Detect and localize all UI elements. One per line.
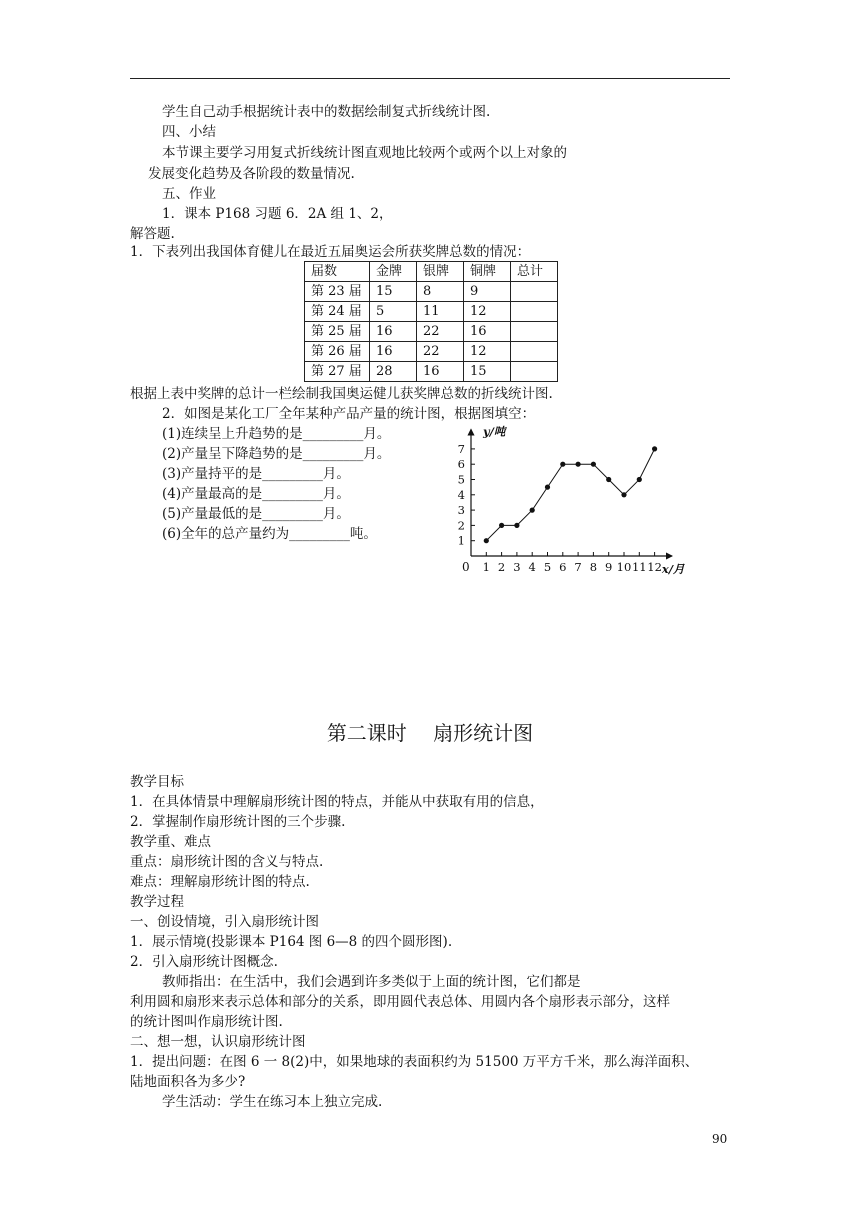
text-line: 1．课本 P168 习题 6．2A 组 1、2， <box>162 206 393 222</box>
y-tick-label: 7 <box>457 441 465 456</box>
table-cell: 5 <box>370 302 417 322</box>
text-line: 利用圆和扇形来表示总体和部分的关系，即用圆代表总体、用圆内各个扇形表示部分，这样 <box>130 994 670 1010</box>
data-point <box>514 523 519 528</box>
table-cell <box>511 302 558 322</box>
section-heading: 教学目标 <box>130 774 184 790</box>
x-tick-label: 5 <box>543 560 552 574</box>
table-cell: 16 <box>417 362 464 382</box>
table-row <box>305 342 558 362</box>
x-tick-label: 10 <box>616 560 632 574</box>
text-line: 学生自己动手根据统计表中的数据绘制复式折线统计图. <box>162 104 491 120</box>
data-point <box>560 462 565 467</box>
lesson-heading: 第二课时 扇形统计图 <box>326 721 534 745</box>
section-heading: 五、作业 <box>162 186 216 202</box>
text-line: 本节课主要学习用复式折线统计图直观地比较两个或两个以上对象的 <box>162 145 567 161</box>
y-axis-label: y/吨 <box>483 424 506 439</box>
x-tick-label: 1 <box>482 560 490 574</box>
y-tick-label: 5 <box>457 472 465 487</box>
text-line: 2．如图是某化工厂全年某种产品产量的统计图，根据图填空： <box>162 406 536 422</box>
data-point <box>576 462 581 467</box>
data-point <box>621 492 626 497</box>
text-line: 1．展示情境(投影课本 P164 图 6—8 的四个圆形图). <box>130 934 453 950</box>
question-line: (4)产量最高的是_________月。 <box>162 486 350 502</box>
data-point <box>591 462 596 467</box>
text-line: 难点：理解扇形统计图的特点. <box>130 874 310 890</box>
x-tick-label: 4 <box>528 560 536 574</box>
table-cell <box>511 362 558 382</box>
text-line: 学生活动：学生在练习本上独立完成. <box>162 1094 383 1110</box>
text-line: 2．引入扇形统计图概念. <box>130 954 278 970</box>
text-line: 解答题. <box>130 226 175 242</box>
question-line: (5)产量最低的是_________月。 <box>162 506 350 522</box>
y-tick-label: 6 <box>457 457 465 472</box>
x-tick-label: 7 <box>574 560 582 574</box>
table-cell <box>511 282 558 302</box>
question-line: (1)连续呈上升趋势的是_________月。 <box>162 426 391 442</box>
data-point <box>530 508 535 513</box>
data-point <box>545 485 550 490</box>
header-rule <box>130 78 730 79</box>
table-cell: 第 25 届 <box>305 322 370 342</box>
x-tick-label: 6 <box>559 560 567 574</box>
table-cell: 8 <box>417 282 464 302</box>
table-cell: 16 <box>464 322 511 342</box>
table-cell: 16 <box>370 342 417 362</box>
question-line: (2)产量呈下降趋势的是_________月。 <box>162 446 391 462</box>
table-cell: 15 <box>370 282 417 302</box>
page-number: 90 <box>712 1132 728 1146</box>
table-cell: 11 <box>417 302 464 322</box>
table-cell <box>511 322 558 342</box>
table-cell: 16 <box>370 322 417 342</box>
origin-label: 0 <box>462 560 470 574</box>
question-line: (3)产量持平的是_________月。 <box>162 466 350 482</box>
table-cell: 28 <box>370 362 417 382</box>
text-line: 一、创设情境，引入扇形统计图 <box>130 914 319 930</box>
table-cell: 第 26 届 <box>305 342 370 362</box>
series-line <box>486 449 654 541</box>
y-tick-label: 2 <box>457 518 465 533</box>
text-line: 1．提出问题：在图 6 一 8(2)中，如果地球的表面积约为 51500 万平方千米，那么海洋面积、 <box>130 1054 699 1070</box>
text-line: 发展变化趋势及各阶段的数量情况. <box>148 166 355 182</box>
x-tick-label: 9 <box>605 560 613 574</box>
table-header-cell: 届数 <box>305 262 370 282</box>
section-heading: 四、小结 <box>162 124 216 140</box>
table-cell: 22 <box>417 342 464 362</box>
table-row <box>305 322 558 342</box>
table-cell: 第 23 届 <box>305 282 370 302</box>
table-row <box>305 302 558 322</box>
text-line: 二、想一想，认识扇形统计图 <box>130 1034 306 1050</box>
x-tick-label: 3 <box>513 560 521 574</box>
x-tick-label: 8 <box>589 560 598 574</box>
text-line: 2．掌握制作扇形统计图的三个步骤. <box>130 814 346 830</box>
text-line: 陆地面积各为多少? <box>130 1074 246 1090</box>
table-cell: 第 24 届 <box>305 302 370 322</box>
table-header-cell: 银牌 <box>417 262 464 282</box>
table-row <box>305 282 558 302</box>
x-tick-label: 2 <box>497 560 506 574</box>
y-tick-label: 3 <box>457 503 465 518</box>
text-line: 1．下表列出我国体育健儿在最近五届奥运会所获奖牌总数的情况： <box>130 244 531 260</box>
text-line: 教师指出：在生活中，我们会遇到许多类似于上面的统计图，它们都是 <box>162 974 581 990</box>
table-cell: 9 <box>464 282 511 302</box>
y-tick-label: 1 <box>457 533 465 548</box>
data-point <box>652 446 657 451</box>
table-header-cell: 金牌 <box>370 262 417 282</box>
text-line: 根据上表中奖牌的总计一栏绘制我国奥运健儿获奖牌总数的折线统计图. <box>130 386 553 402</box>
x-tick-label: 12 <box>647 560 662 574</box>
section-heading: 教学过程 <box>130 894 184 910</box>
table-cell <box>511 342 558 362</box>
x-tick-label: 11 <box>631 560 647 574</box>
data-point <box>484 538 489 543</box>
section-heading: 教学重、难点 <box>130 834 211 850</box>
table-cell: 第 27 届 <box>305 362 370 382</box>
x-axis-label: x/月 <box>661 562 685 576</box>
table-header-cell: 铜牌 <box>464 262 511 282</box>
medal-table <box>304 261 558 382</box>
table-cell: 12 <box>464 302 511 322</box>
table-cell: 22 <box>417 322 464 342</box>
table-row <box>305 362 558 382</box>
text-line: 的统计图叫作扇形统计图. <box>130 1014 283 1030</box>
y-tick-label: 4 <box>457 487 465 502</box>
data-point <box>499 523 504 528</box>
text-line: 1．在具体情景中理解扇形统计图的特点，并能从中获取有用的信息， <box>130 794 544 810</box>
production-line-chart <box>445 420 695 580</box>
text-line: 重点：扇形统计图的含义与特点. <box>130 854 324 870</box>
data-point <box>606 477 611 482</box>
question-line: (6)全年的总产量约为_________吨。 <box>162 526 377 542</box>
data-point <box>637 477 642 482</box>
table-header-row <box>305 262 558 282</box>
table-header-cell: 总计 <box>511 262 558 282</box>
table-cell: 12 <box>464 342 511 362</box>
table-cell: 15 <box>464 362 511 382</box>
